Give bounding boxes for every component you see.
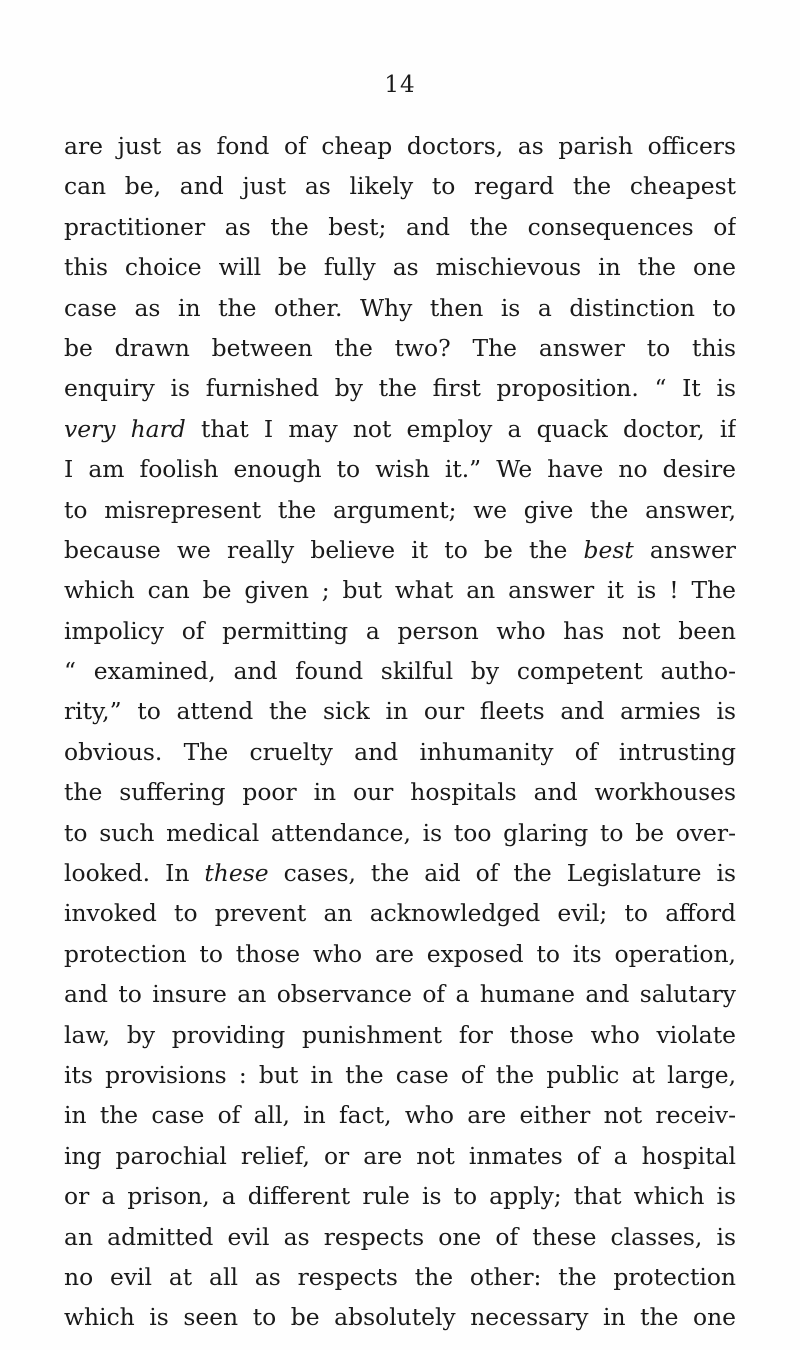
- text-line-content: [64, 738, 736, 766]
- text-line: [64, 772, 736, 812]
- text-segment: law, by providing punishment for those who violate: [64, 1020, 736, 1049]
- text-segment: rity,” to attend the sick in our fleets and armies is: [64, 697, 736, 726]
- text-line-content: [64, 1223, 736, 1251]
- text-segment: be drawn between the two? The answer to this: [64, 333, 736, 362]
- text-segment: protection to those who are exposed to its operation,: [64, 939, 736, 968]
- text-line: [64, 166, 736, 206]
- text-line: [64, 1136, 736, 1176]
- text-line: [64, 328, 736, 368]
- text-segment: in the case of all, in fact, who are either not receiv-: [64, 1101, 736, 1130]
- text-line: [64, 1015, 736, 1055]
- text-segment: enquiry is furnished by the first proposition. “ It is: [64, 374, 736, 403]
- text-segment: that I may not employ a quack doctor, if: [185, 414, 736, 443]
- text-line: [64, 732, 736, 772]
- text-segment: which is seen to be absolutely necessary in the one: [64, 1303, 736, 1332]
- text-line: [64, 1095, 736, 1135]
- text-line-content: [64, 253, 736, 281]
- text-line: [64, 1257, 736, 1297]
- text-line: [64, 893, 736, 933]
- text-segment: case as in the other. Why then is a distinction to: [64, 293, 736, 322]
- text-line-content: [64, 1021, 736, 1049]
- italic-text: these: [204, 859, 269, 888]
- text-line: [64, 207, 736, 247]
- text-line-content: [64, 213, 736, 241]
- text-line: [64, 853, 736, 893]
- text-line: [64, 247, 736, 287]
- text-segment: ing parochial relief, or are not inmates of a hospital: [64, 1141, 736, 1170]
- text-line-content: [64, 819, 736, 847]
- text-segment: no evil at all as respects the other: the protection: [64, 1262, 736, 1291]
- text-segment: or a prison, a different rule is to apply; that which is: [64, 1182, 736, 1211]
- text-line: [64, 530, 736, 570]
- text-line-content: [64, 697, 736, 725]
- text-line: [64, 651, 736, 691]
- text-line-content: [64, 617, 736, 645]
- text-segment: because we really believe it to be the: [64, 535, 584, 564]
- text-segment: obvious. The cruelty and inhumanity of intrusting: [64, 737, 736, 766]
- italic-text: best: [583, 535, 634, 564]
- text-segment: practitioner as the best; and the consequences of: [64, 212, 736, 241]
- text-segment: impolicy of permitting a person who has not been: [64, 616, 736, 645]
- text-line-content: [64, 1061, 736, 1089]
- text-line-content: [64, 415, 736, 443]
- text-line-content: [64, 980, 736, 1008]
- text-segment: the suffering poor in our hospitals and workhouses: [64, 778, 736, 807]
- text-line: [64, 691, 736, 731]
- text-segment: I am foolish enough to wish it.” We have no desire: [64, 455, 736, 484]
- text-line-content: [64, 940, 736, 968]
- text-line: [64, 1055, 736, 1095]
- text-segment: an admitted evil as respects one of these classes, is: [64, 1222, 736, 1251]
- text-segment: can be, and just as likely to regard the cheapest: [64, 172, 736, 201]
- text-line: [64, 449, 736, 489]
- text-line: [64, 611, 736, 651]
- text-line-content: [64, 1182, 736, 1210]
- text-segment: cases, the aid of the Legislature is: [268, 859, 736, 888]
- text-line-content: [64, 899, 736, 927]
- text-line: [64, 288, 736, 328]
- text-segment: to misrepresent the argument; we give the answer,: [64, 495, 736, 524]
- text-line: [64, 1217, 736, 1257]
- text-segment: are just as fond of cheap doctors, as parish officers: [64, 132, 736, 160]
- text-line-content: [64, 172, 736, 200]
- text-line-content: [64, 1263, 736, 1291]
- text-segment: invoked to prevent an acknowledged evil; to afford: [64, 899, 736, 928]
- text-line-content: [64, 374, 736, 402]
- text-line: [64, 490, 736, 530]
- text-line-content: [64, 536, 736, 564]
- text-line: [64, 813, 736, 853]
- text-line-content: [64, 496, 736, 524]
- text-line-content: [64, 455, 736, 483]
- text-segment: which can be given ; but what an answer it is ! The: [64, 576, 736, 605]
- text-line: [64, 974, 736, 1014]
- text-line: [64, 570, 736, 610]
- text-line-content: [64, 1303, 736, 1331]
- text-line: [64, 409, 736, 449]
- italic-text: very hard: [64, 414, 186, 443]
- text-segment: this choice will be fully as mischievous in the one: [64, 253, 736, 282]
- page-number: 14: [384, 72, 416, 98]
- text-segment: looked. In: [64, 859, 205, 888]
- text-line-content: [64, 859, 736, 887]
- text-line-content: [64, 576, 736, 604]
- text-segment: to such medical attendance, is too glaring to be over-: [64, 818, 736, 847]
- text-line: [64, 1176, 736, 1216]
- text-line-content: [64, 334, 736, 362]
- text-segment: its provisions : but in the case of the public at large,: [64, 1060, 736, 1089]
- text-line-content: [64, 294, 736, 322]
- text-line: [64, 1297, 736, 1337]
- text-line-content: [64, 132, 736, 160]
- text-line: [64, 126, 736, 166]
- text-segment: “ examined, and found skilful by competent autho-: [64, 657, 736, 686]
- body-text: [64, 126, 736, 1338]
- text-segment: and to insure an observance of a humane and salutary: [64, 980, 736, 1009]
- text-line: [64, 368, 736, 408]
- text-line: [64, 934, 736, 974]
- text-segment: answer: [633, 535, 736, 564]
- text-line-content: [64, 657, 736, 685]
- text-line-content: [64, 778, 736, 806]
- text-line-content: [64, 1101, 736, 1129]
- text-line-content: [64, 1142, 736, 1170]
